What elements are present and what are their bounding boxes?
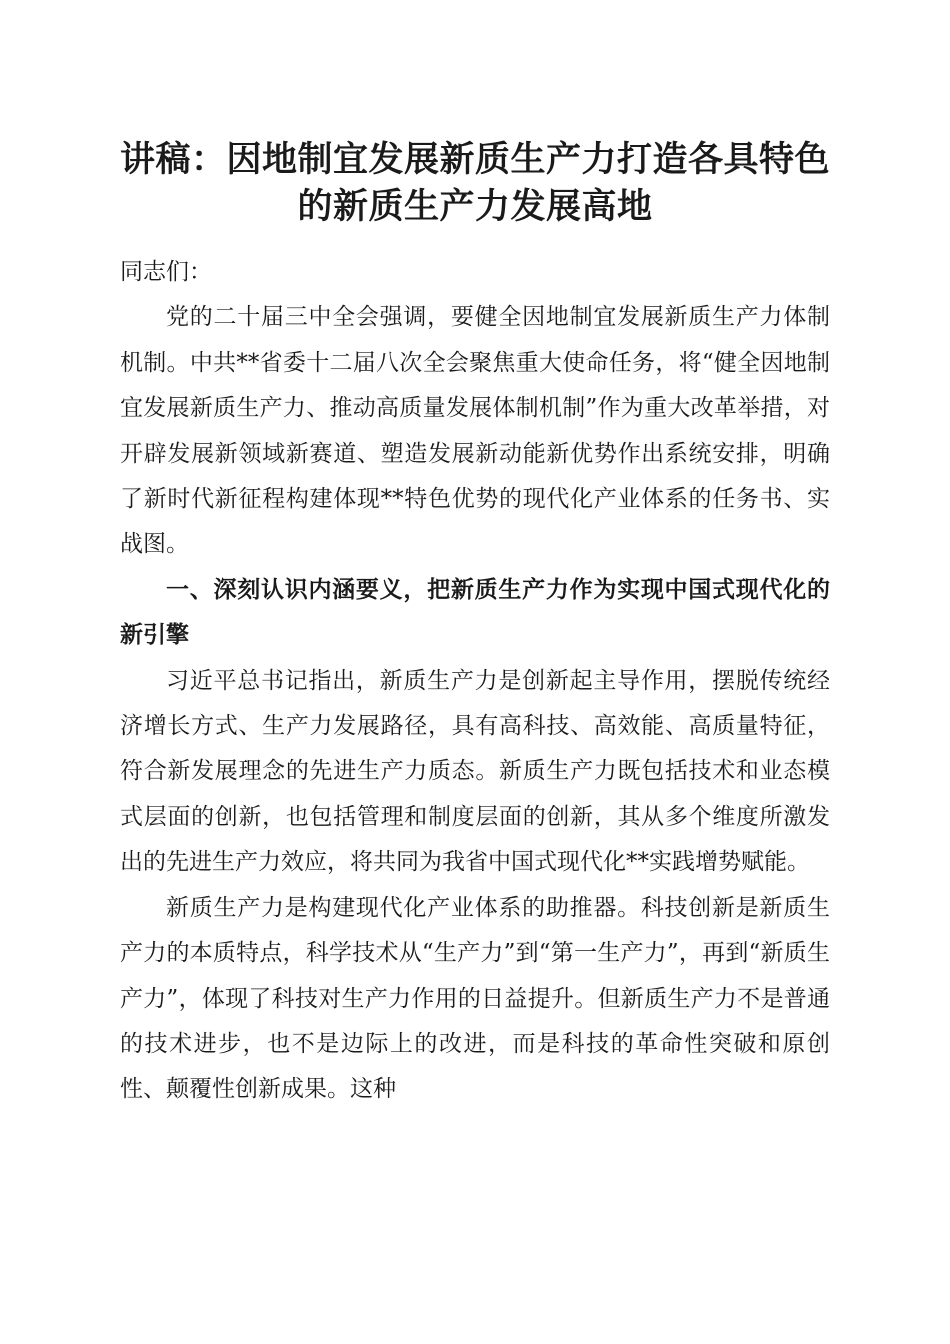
section-heading-1: 一、深刻认识内涵要义，把新质生产力作为实现中国式现代化的新引擎 xyxy=(120,576,830,649)
paragraph-1: 党的二十届三中全会强调，要健全因地制宜发展新质生产力体制机制。中共**省委十二届八次全会聚焦重大使命任务，将“健全因地制宜发展新质生产力、推动高质量发展体制机制”作为重大改革举措，对开辟发展新领域新赛道、塑造发展新动能新优势作出系统安排，明确了新时代新征程构建体现**特色优势的现代化产业体系的任务书、实战图。 xyxy=(120,304,830,558)
document-body xyxy=(120,250,830,1113)
document-title-line-2: 的新质生产力发展高地 xyxy=(297,187,653,227)
paragraph-3: 新质生产力是构建现代化产业体系的助推器。科技创新是新质生产力的本质特点，科学技术从“生产力”到“第一生产力”，再到“新质生产力”，体现了科技对生产力作用的日益提升。但新质生产力不是普通的技术进步，也不是边际上的改进，而是科技的革命性突破和原创性、颠覆性创新成果。这种 xyxy=(120,894,830,1103)
salutation: 同志们： xyxy=(120,259,212,285)
document-title-line-1: 讲稿：因地制宜发展新质生产力打造各具特色 xyxy=(119,140,830,180)
paragraph-2: 习近平总书记指出，新质生产力是创新起主导作用，摆脱传统经济增长方式、生产力发展路径，具有高科技、高效能、高质量特征，符合新发展理念的先进生产力质态。新质生产力既包括技术和业态模式层面的创新，也包括管理和制度层面的创新，其从多个维度所激发出的先进生产力效应，将共同为我省中国式现代化**实践增势赋能。 xyxy=(120,667,830,876)
